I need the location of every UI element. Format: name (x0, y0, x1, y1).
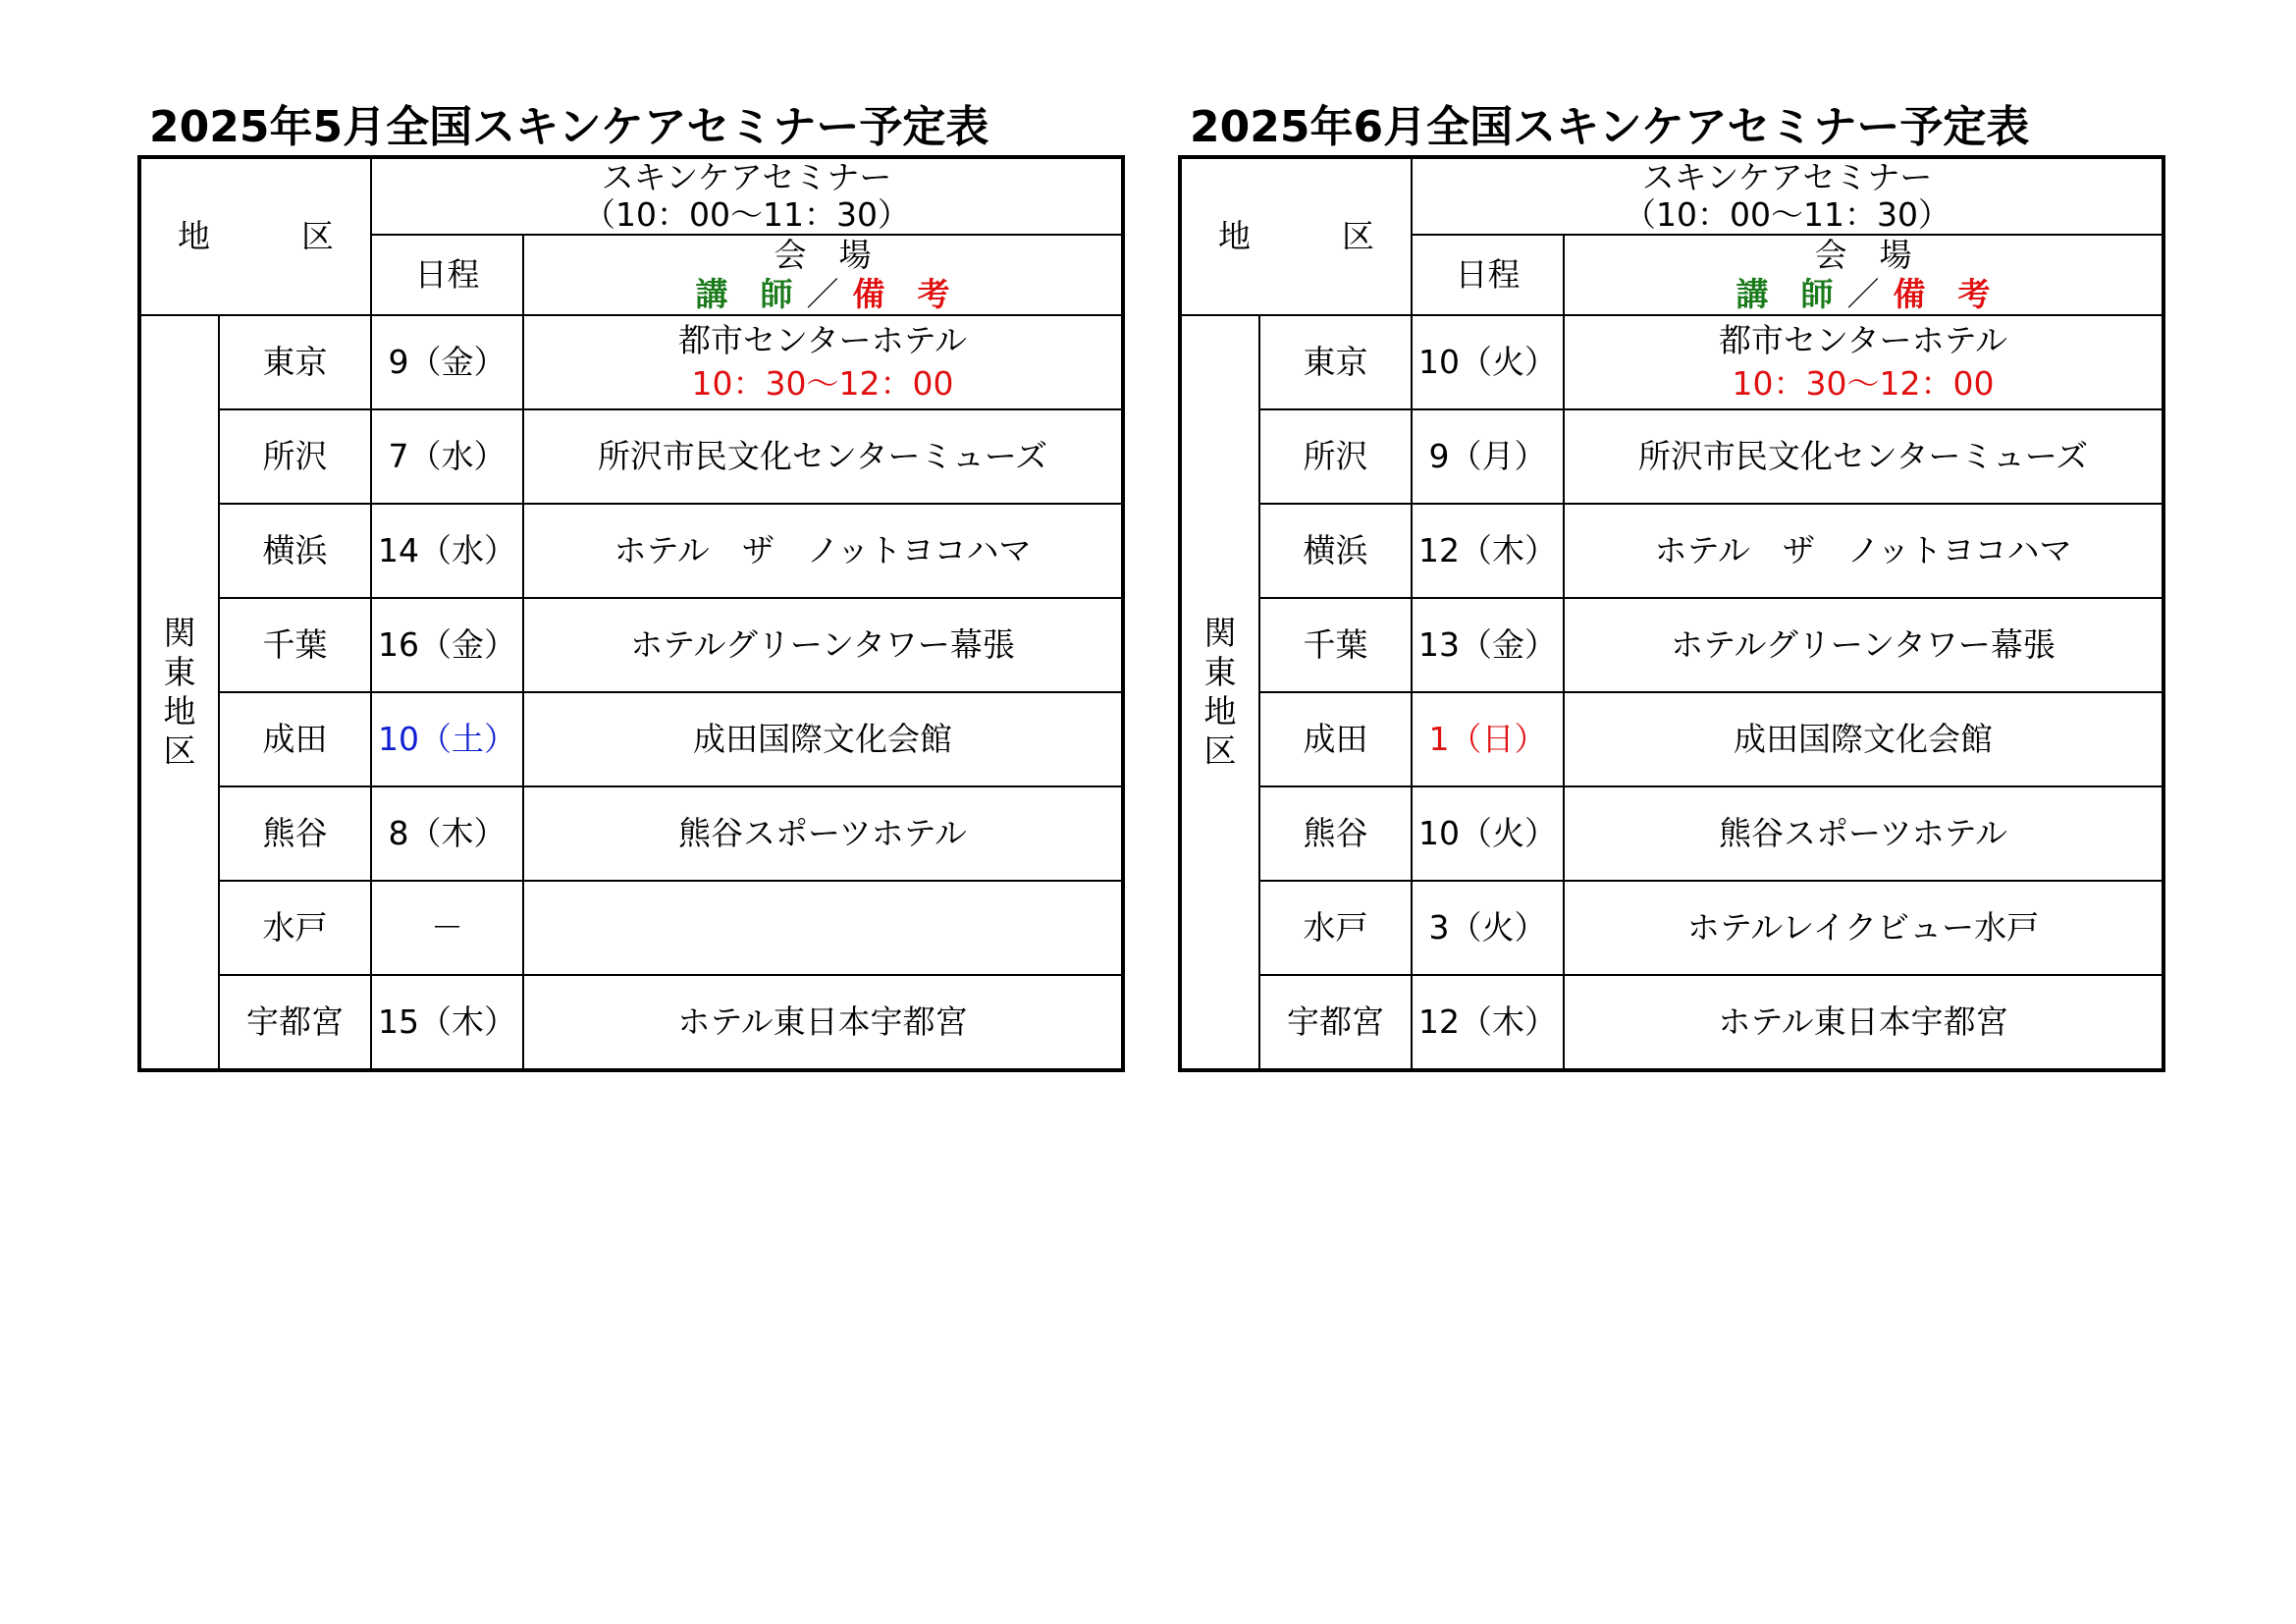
table-row (140, 786, 1122, 881)
header-slash: ／ (806, 275, 839, 313)
venue-name: 都市センターホテル (677, 321, 968, 359)
header-remarks: 備 考 (1893, 275, 1991, 313)
schedule-rows (140, 315, 1122, 1069)
schedule-title: 2025年6月全国スキンケアセミナー予定表 (1190, 102, 2030, 152)
city-cell: 成田 (219, 692, 371, 786)
city-cell: 水戸 (219, 881, 371, 975)
venue-name: ホテルグリーンタワー幕張 (630, 625, 1015, 664)
table-row (1181, 504, 2163, 598)
venue-cell (1564, 975, 2163, 1069)
venue-cell (523, 409, 1122, 504)
city-cell: 所沢 (219, 409, 371, 504)
table-row (140, 692, 1122, 786)
venue-cell (523, 692, 1122, 786)
city-cell: 所沢 (1259, 409, 1412, 504)
city-cell: 千葉 (1259, 598, 1412, 692)
venue-cell (523, 504, 1122, 598)
schedule-title: 2025年5月全国スキンケアセミナー予定表 (149, 102, 989, 152)
header-region: 地 区 (140, 158, 371, 315)
venue-cell (1564, 409, 2163, 504)
table-row (1181, 975, 2163, 1069)
venue-name: ホテルグリーンタワー幕張 (1671, 625, 2056, 664)
header-seminar (1412, 158, 2163, 235)
header-remarks: 備 考 (852, 275, 950, 313)
header-lecturer: 講 師 (1735, 275, 1834, 313)
date-cell: 10（土） (371, 692, 523, 786)
venue-name: 所沢市民文化センターミューズ (1637, 437, 2089, 475)
header-venue (523, 235, 1122, 315)
table-row (1181, 315, 2163, 409)
area-label-text: 関 東 地 区 (163, 614, 196, 770)
venue-note: 10：30～12：00 (691, 364, 954, 403)
header-lecturer-remarks (1565, 275, 2162, 314)
city-cell: 千葉 (219, 598, 371, 692)
date-cell: 12（木） (1412, 504, 1564, 598)
date-cell: 16（金） (371, 598, 523, 692)
schedule-table (139, 157, 1123, 1070)
venue-cell (523, 315, 1122, 409)
header-date: 日程 (1412, 235, 1564, 315)
venue-name: 成田国際文化会館 (693, 720, 952, 758)
date-cell: 14（水） (371, 504, 523, 598)
date-cell: 10（火） (1412, 315, 1564, 409)
venue-cell (1564, 315, 2163, 409)
area-label (140, 315, 219, 1069)
venue-name: 熊谷スポーツホテル (1718, 814, 2008, 852)
header-seminar-name: スキンケアセミナー (601, 158, 892, 196)
date-cell: 9（金） (371, 315, 523, 409)
venue-name: 都市センターホテル (1718, 321, 2008, 359)
venue-name: 所沢市民文化センターミューズ (597, 437, 1048, 475)
table-row (140, 504, 1122, 598)
header-venue-label: 会 場 (1814, 236, 1912, 274)
table-row (140, 315, 1122, 409)
date-cell: 7（水） (371, 409, 523, 504)
header-slash: ／ (1846, 275, 1880, 313)
city-cell: 東京 (1259, 315, 1412, 409)
header-seminar (371, 158, 1122, 235)
header-seminar-name: スキンケアセミナー (1641, 158, 1933, 196)
table-row (1181, 786, 2163, 881)
venue-cell (1564, 504, 2163, 598)
table-row (1181, 881, 2163, 975)
area-label (1181, 315, 1259, 1069)
venue-cell (523, 975, 1122, 1069)
header-lecturer-remarks (524, 275, 1121, 314)
header-seminar-time: （10：00～11：30） (583, 195, 910, 234)
table-row (1181, 409, 2163, 504)
city-cell: 横浜 (1259, 504, 1412, 598)
city-cell: 宇都宮 (219, 975, 371, 1069)
date-cell: 15（木） (371, 975, 523, 1069)
header-venue-label: 会 場 (774, 236, 872, 274)
table-row (140, 881, 1122, 975)
city-cell: 宇都宮 (1259, 975, 1412, 1069)
venue-note: 10：30～12：00 (1732, 364, 1995, 403)
table-row (140, 975, 1122, 1069)
venue-cell (1564, 786, 2163, 881)
venue-cell (523, 598, 1122, 692)
venue-name: ホテル ザ ノットヨコハマ (1654, 531, 2072, 569)
header-venue (1564, 235, 2163, 315)
schedule-table (1180, 157, 2163, 1070)
date-cell: 10（火） (1412, 786, 1564, 881)
date-cell: 8（木） (371, 786, 523, 881)
area-label-text: 関 東 地 区 (1203, 614, 1237, 770)
venue-name: ホテル東日本宇都宮 (1718, 1002, 2008, 1041)
table-row (1181, 598, 2163, 692)
table-row (140, 598, 1122, 692)
venue-name: 成田国際文化会館 (1734, 720, 1993, 758)
venue-cell (1564, 881, 2163, 975)
city-cell: 水戸 (1259, 881, 1412, 975)
header-lecturer: 講 師 (695, 275, 793, 313)
venue-cell (523, 881, 1122, 975)
date-cell: 1（日） (1412, 692, 1564, 786)
table-row (1181, 692, 2163, 786)
city-cell: 横浜 (219, 504, 371, 598)
venue-name: ホテルレイクビュー水戸 (1686, 908, 2040, 947)
date-cell: － (371, 881, 523, 975)
venue-name: 熊谷スポーツホテル (677, 814, 968, 852)
date-cell: 12（木） (1412, 975, 1564, 1069)
city-cell: 東京 (219, 315, 371, 409)
venue-name: ホテル ザ ノットヨコハマ (614, 531, 1032, 569)
date-cell: 9（月） (1412, 409, 1564, 504)
header-date: 日程 (371, 235, 523, 315)
header-seminar-time: （10：00～11：30） (1624, 195, 1950, 234)
date-cell: 13（金） (1412, 598, 1564, 692)
header-region: 地 区 (1181, 158, 1412, 315)
venue-name: ホテル東日本宇都宮 (677, 1002, 968, 1041)
table-row (140, 409, 1122, 504)
city-cell: 成田 (1259, 692, 1412, 786)
venue-cell (523, 786, 1122, 881)
venue-cell (1564, 692, 2163, 786)
date-cell: 3（火） (1412, 881, 1564, 975)
venue-cell (1564, 598, 2163, 692)
city-cell: 熊谷 (1259, 786, 1412, 881)
schedule-rows (1181, 315, 2163, 1069)
city-cell: 熊谷 (219, 786, 371, 881)
